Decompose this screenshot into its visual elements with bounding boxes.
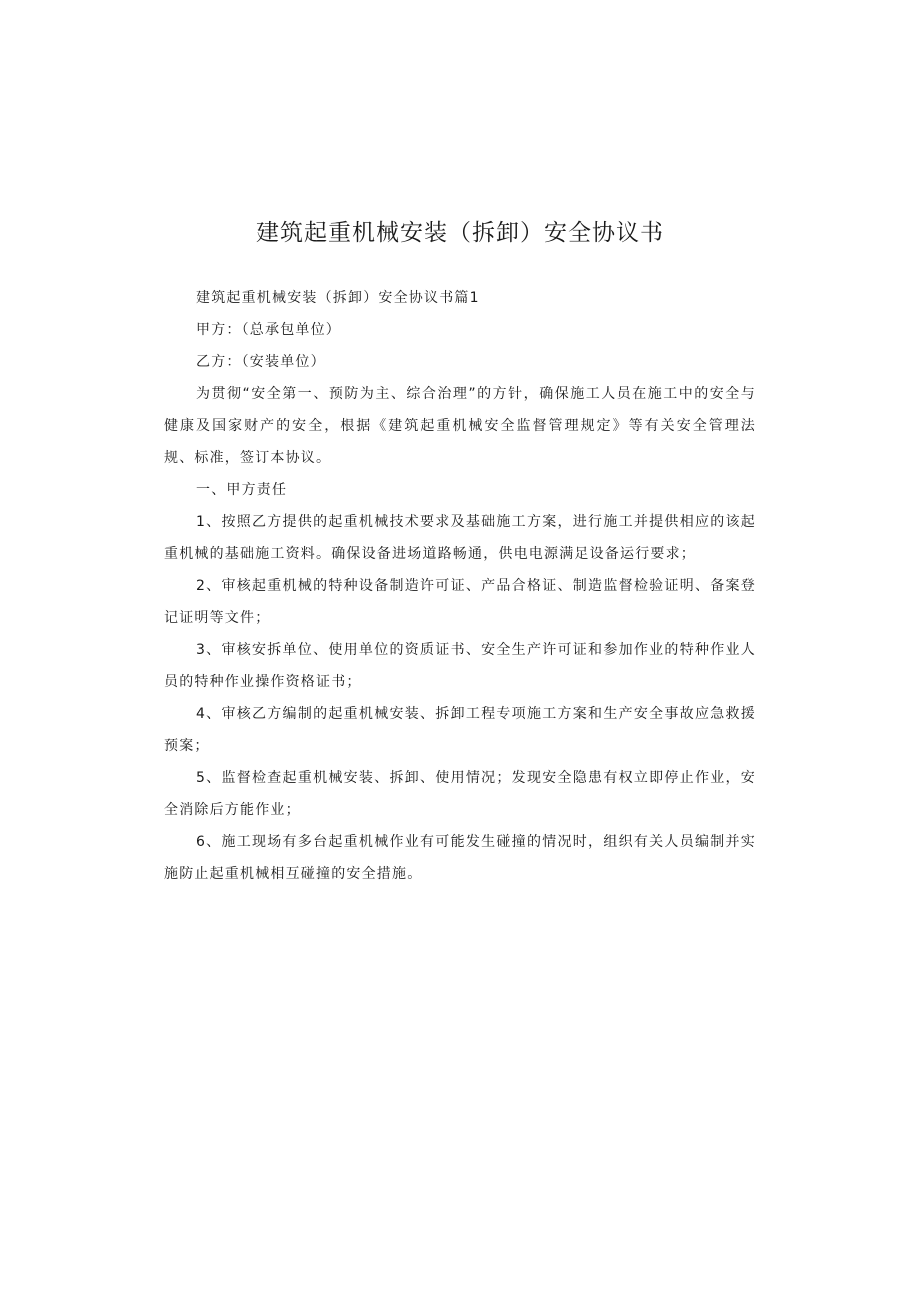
clause-item: 6、施工现场有多台起重机械作业有可能发生碰撞的情况时，组织有关人员编制并实施防止起重机械相互碰撞的安全措施。	[164, 834, 756, 882]
clause-item: 1、按照乙方提供的起重机械技术要求及基础施工方案，进行施工并提供相应的该起重机械的基础施工资料。确保设备进场道路畅通，供电电源满足设备运行要求；	[164, 514, 756, 562]
clause-heading-party-a: 一、甲方责任	[196, 482, 288, 498]
clause-item: 4、审核乙方编制的起重机械安装、拆卸工程专项施工方案和生产安全事故应急救援预案；	[164, 706, 756, 754]
document-title: 建筑起重机械安装（拆卸）安全协议书	[256, 220, 664, 246]
clause-item: 2、审核起重机械的特种设备制造许可证、产品合格证、制造监督检验证明、备案登记证明等文件；	[164, 578, 756, 626]
preamble-paragraph: 为贯彻“安全第一、预防为主、综合治理”的方针，确保施工人员在施工中的安全与健康及国家财产的安全，根据《建筑起重机械安全监督管理规定》等有关安全管理法规、标准，签订本协议。	[164, 386, 756, 466]
document-body	[164, 282, 756, 890]
clause-item: 5、监督检查起重机械安装、拆卸、使用情况；发现安全隐患有权立即停止作业，安全消除后方能作业；	[164, 770, 756, 818]
clause-item: 3、审核安拆单位、使用单位的资质证书、安全生产许可证和参加作业的特种作业人员的特种作业操作资格证书；	[164, 642, 756, 690]
party-a-line: 甲方：（总承包单位）	[196, 322, 341, 338]
party-b-line: 乙方：（安装单位）	[196, 354, 326, 370]
section-heading: 建筑起重机械安装（拆卸）安全协议书篇1	[196, 290, 480, 306]
